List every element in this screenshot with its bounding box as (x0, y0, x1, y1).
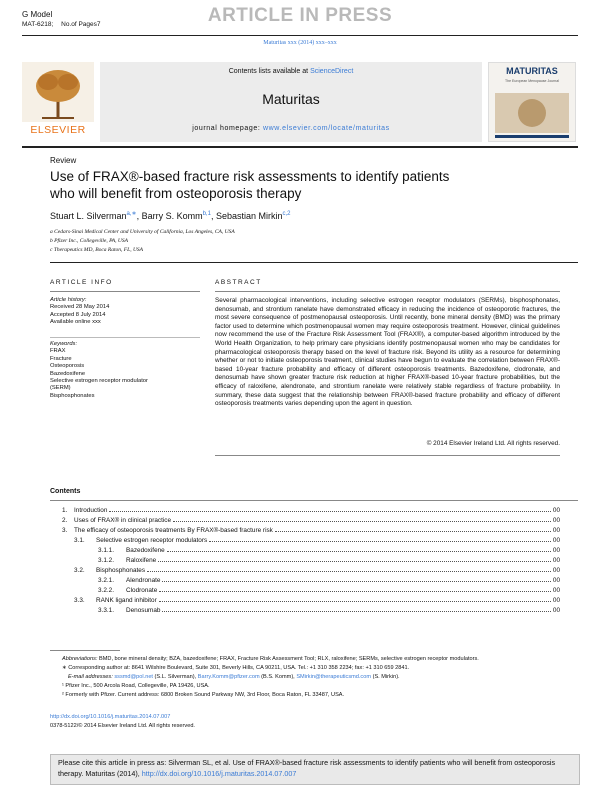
email-footnote (68, 674, 400, 680)
toc-label[interactable]: Bisphosphonates (96, 567, 146, 574)
abbreviations-footnote (62, 656, 479, 662)
toc-label[interactable]: Introduction (74, 507, 108, 514)
toc-num: 3.2.2. (98, 587, 114, 594)
homepage-link[interactable]: www.elsevier.com/locate/maturitas (262, 125, 390, 132)
toc-leader (275, 530, 551, 532)
toc-leader (167, 550, 551, 552)
article-history (50, 297, 200, 327)
toc-num: 3.3.1. (98, 607, 114, 614)
toc-label[interactable]: Selective estrogen receptor modulators (96, 537, 208, 544)
toc-page: 00 (552, 577, 560, 584)
history-received: Received 28 May 2014 (50, 304, 110, 311)
toc-page: 00 (552, 607, 560, 614)
toc-item-3[interactable] (62, 524, 560, 534)
toc-item-2[interactable] (62, 514, 560, 524)
toc-label[interactable]: Clodronate (126, 587, 158, 594)
author-3-sup[interactable]: c,2 (282, 211, 291, 217)
toc-num: 3.2. (74, 567, 85, 574)
toc-leader (159, 600, 551, 602)
journal-citation-link[interactable]: Maturitas xxx (2014) xxx–xxx (263, 40, 337, 46)
toc-item-3-3-1[interactable] (98, 604, 560, 614)
citation-text (58, 757, 578, 779)
cover-subtitle: The European Menopause Journal (505, 79, 559, 83)
keyword-item: Fracture (50, 355, 72, 362)
corresponding-footnote: ∗ Corresponding author at: 8641 Wilshire Boulevard, Suite 301, Beverly Hills, CA 90211, USA. Tel.: +1 310 358 2234; fax: +1 310 659 2841. (62, 665, 410, 671)
article-info-heading: ARTICLE INFO (50, 279, 113, 286)
toc-page: 00 (552, 557, 560, 564)
author-2[interactable]: Barry S. Komm (141, 211, 203, 221)
header-rule (22, 146, 578, 148)
toc-leader (147, 570, 551, 572)
keyword-item: Bazedoxifene (50, 370, 86, 377)
toc-num: 3.1.2. (98, 557, 114, 564)
page-count: No.of Pages7 (61, 21, 101, 28)
history-label: Article history: (50, 297, 87, 303)
footnote-2: ² Formerly with Pfizer. Current address: 6800 Broken Sound Parkway NW, 3rd Floor, Boca Raton, FL 33487, USA. (62, 692, 345, 698)
toc-num: 3.1. (74, 537, 85, 544)
footnote-1: ¹ Pfizer Inc., 500 Arcola Road, Collegeville, PA 19426, USA. (62, 683, 210, 689)
toc-label[interactable]: RANK ligand inhibitor (96, 597, 157, 604)
homepage-prefix: journal homepage: (192, 125, 261, 132)
title-line-2: who will benefit from osteoporosis therapy (50, 186, 302, 201)
manuscript-number: MAT-6218; (22, 21, 54, 28)
toc-label[interactable]: The efficacy of osteoporosis treatments By FRAX®-based fracture risk (74, 527, 273, 534)
top-rule (22, 35, 578, 36)
toc-num: 3.1.1. (98, 547, 114, 554)
email-label: E-mail addresses: (68, 674, 113, 680)
toc-label[interactable]: Alendronate (126, 577, 161, 584)
abstract-rule (215, 291, 560, 292)
citation-prefix: Please cite this article in press as: Silverman SL, et al. Use of FRAX®-based fracture risk assessments to identify patients who will benefit from osteoporosis therapy. Maturitas (2014), (58, 758, 556, 778)
toc-page: 00 (552, 517, 560, 524)
toc-num: 1. (62, 507, 68, 514)
toc-leader (209, 540, 551, 542)
article-in-press-banner: ARTICLE IN PRESS (207, 5, 393, 26)
abstract-heading: ABSTRACT (215, 279, 262, 286)
keywords-rule (50, 337, 200, 338)
email-link-3[interactable]: SMirkin@therapeuticsmd.com (296, 674, 372, 680)
affiliation-c: c Therapeutics MD, Boca Raton, FL, USA (50, 247, 144, 253)
toc-page: 00 (552, 537, 560, 544)
sciencedirect-link[interactable]: ScienceDirect (310, 68, 354, 75)
toc-item-3-2-2[interactable] (98, 584, 560, 594)
toc-item-3-1-2[interactable] (98, 554, 560, 564)
author-1[interactable]: Stuart L. Silverman (50, 211, 127, 221)
toc-leader (173, 520, 551, 522)
toc-num: 3. (62, 527, 68, 534)
toc-leader (158, 560, 551, 562)
history-online: Available online xxx (50, 319, 101, 326)
author-3[interactable]: Sebastian Mirkin (215, 211, 283, 221)
gmodel-label: G Model (22, 10, 53, 19)
keyword-item: Osteoporosis (50, 363, 85, 370)
author-2-sup[interactable]: b,1 (202, 211, 211, 217)
history-accepted: Accepted 8 July 2014 (50, 311, 106, 318)
toc-label[interactable]: Denosumab (126, 607, 161, 614)
abbrev-label: Abbreviations: (62, 656, 98, 662)
email-name-1: (S.L. Silverman), (154, 674, 197, 680)
contents-prefix: Contents lists available at (228, 68, 309, 75)
toc-page: 00 (552, 567, 560, 574)
publisher-name: ELSEVIER (30, 124, 86, 136)
abstract-bottom-rule (215, 455, 560, 456)
contents-rule (50, 500, 578, 501)
toc-page: 00 (552, 587, 560, 594)
abstract-text: Several pharmacological interventions, including selective estrogen receptor modulators (SERMs), bisphosphonates, denosumab, and strontium ranelate have demonstrated efficacy in reducing the incidence of osteoporotic fractures, the most severe consequence of postmenopausal osteoporosis. Until recently, bone mineral density (BMD) was the primary factor used to determine which postmenopausal women may require osteoporosis treatment. However, clinical guidelines now recommend the use of the Fracture Risk Assessment Tool (FRAX®), a computer-based algorithm introduced by the World Health Organization, to help primary care physicians identify postmenopausal women who may be candidates for pharmacological osteoporosis therapy based on the level of fracture risk. Beyond its utility as a resource for determining whether or not to initiate osteoporosis treatment, clinical studies have begun to evaluate the correlation between FRAX®-based 10-year fracture probability and efficacy of different osteoporosis treatments. Bazedoxifene, clodronate, and denosumab have shown greater fracture risk reduction at higher FRAX®-based 10-year fracture probabilities, but the efficacy of raloxifene, alendronate, and strontium ranelate were relatively stable regardless of fracture probability. In summary, these data suggest that the relationship between FRAX®-based fracture probability and efficacy of different osteoporosis treatments varies depending upon the agent in question. (215, 297, 560, 408)
toc-num: 3.2.1. (98, 577, 114, 584)
toc-page: 00 (552, 527, 560, 534)
toc-page: 00 (552, 547, 560, 554)
toc-leader (162, 580, 550, 582)
citation-doi-link[interactable]: http://dx.doi.org/10.1016/j.maturitas.2014.07.007 (141, 769, 297, 778)
toc-leader (162, 610, 550, 612)
email-name-2: (B.S. Komm), (261, 674, 295, 680)
toc-num: 2. (62, 517, 68, 524)
keyword-item: FRAX (50, 348, 66, 355)
doi-link[interactable]: http://dx.doi.org/10.1016/j.maturitas.2014.07.007 (50, 714, 171, 720)
contents-line (100, 68, 482, 75)
issn-copyright: 0378-5122/© 2014 Elsevier Ireland Ltd. All rights reserved. (50, 723, 195, 729)
author-list: Stuart L. Silverman$^{a,∗}$, Barry S. Komm$^{b,1}$, Sebastian Mirkin$^{c,2}$ (50, 211, 291, 221)
cover-title: MATURITAS (506, 66, 558, 76)
toc-page: 00 (552, 507, 560, 514)
journal-homepage (100, 125, 482, 132)
contents-title: Contents (50, 488, 81, 495)
keywords-block (50, 341, 200, 400)
toc-item-3-2-1[interactable] (98, 574, 560, 584)
toc-item-3-1-1[interactable] (98, 544, 560, 554)
toc-leader (109, 510, 550, 512)
toc-item-3-2[interactable] (74, 564, 560, 574)
author-1-sup[interactable]: a,∗ (126, 211, 137, 217)
toc-item-1[interactable] (62, 504, 560, 514)
toc-item-3-1[interactable] (74, 534, 560, 544)
keyword-item: Selective estrogen receptor modulator (50, 378, 148, 385)
toc-leader (159, 590, 551, 592)
affiliation-rule (50, 262, 578, 263)
keyword-item: (SERM) (50, 385, 71, 392)
title-line-1: Use of FRAX®-based fracture risk assessments to identify patients (50, 169, 450, 184)
toc-num: 3.3. (74, 597, 85, 604)
keywords-label: Keywords: (50, 341, 78, 347)
abbrev-text: BMD, bone mineral density; BZA, bazedoxifene; FRAX, Fracture Risk Assessment Tool; RLX, raloxifene; SERMs, selective estrogen receptor modulators. (99, 656, 479, 662)
affiliation-b: b Pfizer Inc., Collegeville, PA, USA (50, 238, 128, 244)
article-title (50, 168, 490, 202)
keyword-item: Bisphosphonates (50, 392, 95, 399)
toc-label[interactable]: Bazedoxifene (126, 547, 165, 554)
info-rule (50, 291, 200, 292)
footnote-rule (50, 650, 120, 651)
email-name-3: (S. Mirkin). (372, 674, 400, 680)
article-type: Review (50, 156, 77, 165)
email-link-1[interactable]: sssmd@pol.net (114, 674, 153, 680)
toc-label[interactable]: Raloxifene (126, 557, 157, 564)
affiliation-a: a Cedars-Sinai Medical Center and University of California, Los Angeles, CA, USA (50, 229, 235, 235)
toc-label[interactable]: Uses of FRAX® in clinical practice (74, 517, 172, 524)
email-link-2[interactable]: Barry.Komm@pfizer.com (197, 674, 260, 680)
journal-name: Maturitas (262, 91, 320, 107)
toc-page: 00 (552, 597, 560, 604)
toc-item-3-3[interactable] (74, 594, 560, 604)
abstract-copyright: © 2014 Elsevier Ireland Ltd. All rights reserved. (426, 440, 560, 447)
